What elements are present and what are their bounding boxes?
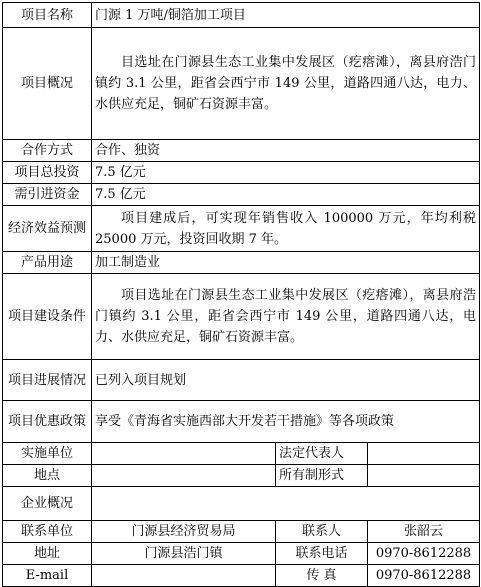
ownership-label: 所有制形式 bbox=[276, 465, 368, 487]
row-benefits bbox=[3, 206, 480, 252]
location-label: 地点 bbox=[3, 465, 92, 487]
progress-label: 项目进展情况 bbox=[3, 360, 92, 401]
contact-person-label: 联系人 bbox=[276, 521, 368, 543]
email-label: E-mail bbox=[3, 565, 92, 587]
contact-unit-value: 门源县经济贸易局 bbox=[92, 521, 276, 543]
project-name-value: 门源 1 万吨/铜箔加工项目 bbox=[92, 3, 480, 28]
location-value bbox=[92, 465, 276, 487]
email-value bbox=[92, 565, 276, 587]
legal-rep-value bbox=[368, 443, 480, 465]
cooperation-label: 合作方式 bbox=[3, 140, 92, 162]
fax-value: 0970-8612288 bbox=[368, 565, 480, 587]
row-email bbox=[3, 565, 480, 587]
conditions-text: 项目选址在门源县生态工业集中发展区（疙瘩滩），离县府浩门镇约 3.1 公里，距省会西宁市 149 公里，道路四通八达，电力、水供应充足，铜矿石资源丰富。 bbox=[92, 274, 480, 360]
conditions-label: 项目建设条件 bbox=[3, 274, 92, 360]
usage-value: 加工制造业 bbox=[92, 252, 480, 274]
row-total-investment bbox=[3, 162, 480, 184]
policy-value: 享受《青海省实施西部大开发若干措施》等各项政策 bbox=[92, 401, 480, 443]
address-value: 门源县浩门镇 bbox=[92, 543, 276, 565]
required-investment-label: 需引进资金 bbox=[3, 184, 92, 206]
row-address bbox=[3, 543, 480, 565]
overview-text: 目选址在门源县生态工业集中发展区（疙瘩滩），离县府浩门镇约 3.1 公里，距省会西宁市 149 公里，道路四通八达，电力、水供应充足，铜矿石资源丰富。 bbox=[92, 28, 480, 140]
contact-unit-label: 联系单位 bbox=[3, 521, 92, 543]
total-investment-value: 7.5 亿元 bbox=[92, 162, 480, 184]
usage-label: 产品用途 bbox=[3, 252, 92, 274]
phone-label: 联系电话 bbox=[276, 543, 368, 565]
project-info-table bbox=[2, 2, 480, 587]
contact-person-value: 张韶云 bbox=[368, 521, 480, 543]
total-investment-label: 项目总投资 bbox=[3, 162, 92, 184]
row-implementer bbox=[3, 443, 480, 465]
implementer-value bbox=[92, 443, 276, 465]
project-name-label: 项目名称 bbox=[3, 3, 92, 28]
policy-label: 项目优惠政策 bbox=[3, 401, 92, 443]
row-policy bbox=[3, 401, 480, 443]
progress-value: 已列入项目规划 bbox=[92, 360, 480, 401]
enterprise-label: 企业概况 bbox=[3, 487, 92, 521]
row-required-investment bbox=[3, 184, 480, 206]
address-label: 地址 bbox=[3, 543, 92, 565]
implementer-label: 实施单位 bbox=[3, 443, 92, 465]
row-progress bbox=[3, 360, 480, 401]
ownership-value bbox=[368, 465, 480, 487]
overview-label: 项目概况 bbox=[3, 28, 92, 140]
benefits-label: 经济效益预测 bbox=[3, 206, 92, 252]
enterprise-value bbox=[92, 487, 480, 521]
row-enterprise bbox=[3, 487, 480, 521]
row-project-name bbox=[3, 3, 480, 28]
fax-label: 传 真 bbox=[276, 565, 368, 587]
benefits-text: 项目建成后，可实现年销售收入 100000 万元，年均利税 25000 万元，投资回收期 7 年。 bbox=[92, 206, 480, 252]
row-contact-unit bbox=[3, 521, 480, 543]
required-investment-value: 7.5 亿元 bbox=[92, 184, 480, 206]
cooperation-value: 合作、独资 bbox=[92, 140, 480, 162]
row-cooperation bbox=[3, 140, 480, 162]
legal-rep-label: 法定代表人 bbox=[276, 443, 368, 465]
row-location bbox=[3, 465, 480, 487]
phone-value: 0970-8612288 bbox=[368, 543, 480, 565]
row-usage bbox=[3, 252, 480, 274]
row-conditions bbox=[3, 274, 480, 360]
project-info-sheet bbox=[2, 2, 479, 583]
row-overview bbox=[3, 28, 480, 140]
